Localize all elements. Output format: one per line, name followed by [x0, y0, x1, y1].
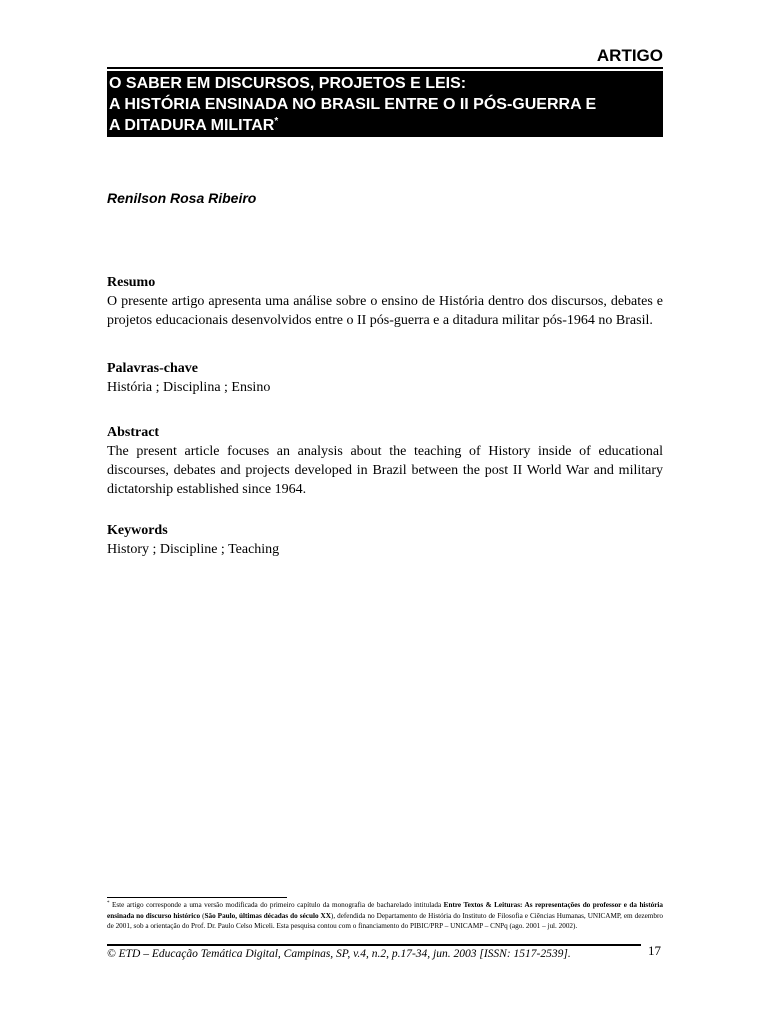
abstract-section [107, 423, 663, 499]
footnote-text-3: ), defendida no Departamento de História do Instituto de Filosofia e Ciências Humanas, UNICAMP, em dezembro de 2001, sob a orientação do Prof. Dr. Paulo Celso Miceli. Esta pesquisa contou com o financiamento do PIBIC/PRP – UNICAMP – CNPq (ago. 2001 – jul. 2002). [107, 911, 663, 930]
title-line-2: A HISTÓRIA ENSINADA NO BRASIL ENTRE O II PÓS-GUERRA E [109, 96, 597, 113]
title-line-1: O SABER EM DISCURSOS, PROJETOS E LEIS: [109, 75, 467, 92]
footer-rule [107, 944, 641, 946]
palavras-chave-text: História ; Disciplina ; Ensino [107, 380, 271, 395]
footnote-text-2: ( [200, 911, 205, 920]
keywords-heading: Keywords [107, 523, 168, 538]
journal-citation: © ETD – Educação Temática Digital, Campinas, SP, v.4, n.2, p.17-34, jun. 2003 [ISSN: 1517-2539]. [107, 948, 571, 960]
footnote [107, 900, 663, 932]
footnote-text-1: Este artigo corresponde a uma versão modificada do primeiro capítulo da monografia de bacharelado intitulada [111, 901, 444, 909]
resumo-text: O presente artigo apresenta uma análise sobre o ensino de História dentro dos discursos, debates e projetos educacionais desenvolvidos entre o II pós-guerra e a ditadura militar pós-1964 no Brasil. [107, 294, 663, 328]
keywords-section [107, 521, 663, 559]
keywords-text: History ; Discipline ; Teaching [107, 542, 280, 557]
title-line-3-text: A DITADURA MILITAR [109, 117, 275, 134]
resumo-section [107, 273, 663, 330]
footnote-bold-subtitle: São Paulo, últimas décadas do século XX [204, 911, 331, 920]
abstract-heading: Abstract [107, 425, 160, 440]
footnote-divider [107, 897, 287, 898]
page-number: 17 [648, 943, 661, 958]
title-line-3 [109, 115, 663, 136]
header-rule [107, 67, 663, 69]
abstract-text: The present article focuses an analysis about the teaching of History inside of educational discourses, debates and projects developed in Brazil between the post II World War and military dictatorship established since 1964. [107, 444, 663, 497]
title-footnote-mark: * [274, 116, 279, 127]
footnote-mark: * [107, 901, 110, 906]
author-name: Renilson Rosa Ribeiro [107, 190, 257, 206]
palavras-chave-section [107, 359, 663, 397]
footnote-bold-title: Entre Textos & Leituras: As representações do professor e da história ensinada no discurso histórico [107, 901, 663, 920]
section-label: ARTIGO [596, 46, 663, 65]
resumo-heading: Resumo [107, 275, 156, 290]
article-title [107, 71, 663, 137]
palavras-chave-heading: Palavras-chave [107, 361, 198, 376]
